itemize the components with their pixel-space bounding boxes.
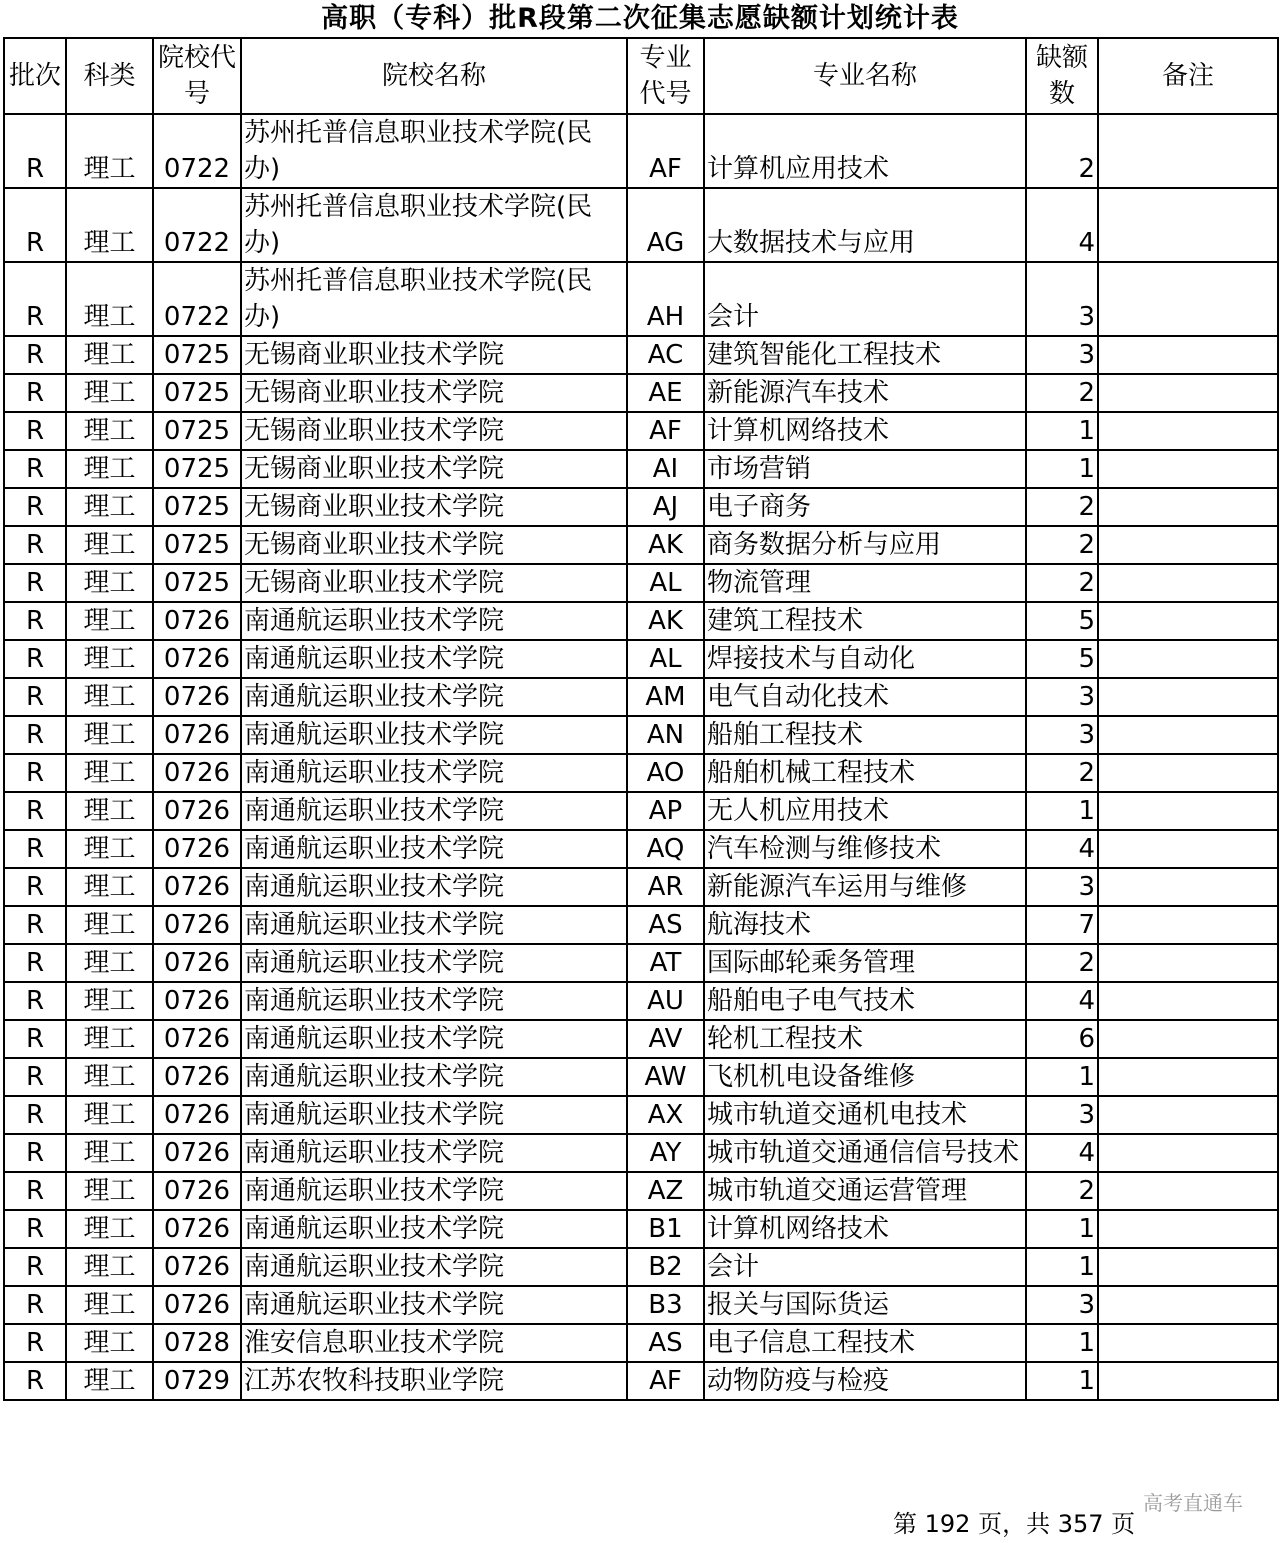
cell-vacancies: 2	[1026, 374, 1098, 412]
cell-vacancies: 2	[1026, 754, 1098, 792]
table-row	[4, 450, 1278, 488]
table-row	[4, 114, 1278, 188]
cell-category: 理工	[66, 450, 153, 488]
cell-major-code: AY	[627, 1134, 704, 1172]
cell-school-code: 0725	[153, 336, 241, 374]
cell-remarks	[1098, 114, 1278, 188]
cell-batch: R	[4, 1172, 66, 1210]
vacancy-table	[3, 37, 1279, 1401]
cell-category: 理工	[66, 526, 153, 564]
cell-major-name: 新能源汽车运用与维修	[704, 868, 1026, 906]
cell-school-code: 0725	[153, 564, 241, 602]
cell-category: 理工	[66, 602, 153, 640]
cell-major-code: B1	[627, 1210, 704, 1248]
cell-major-name: 焊接技术与自动化	[704, 640, 1026, 678]
cell-major-code: AQ	[627, 830, 704, 868]
cell-category: 理工	[66, 488, 153, 526]
table-row	[4, 602, 1278, 640]
cell-school-code: 0725	[153, 488, 241, 526]
cell-vacancies: 1	[1026, 1210, 1098, 1248]
table-row	[4, 1058, 1278, 1096]
cell-major-code: AL	[627, 564, 704, 602]
table-row	[4, 868, 1278, 906]
cell-remarks	[1098, 792, 1278, 830]
table-header-row	[4, 38, 1278, 114]
header-remarks: 备注	[1098, 38, 1278, 114]
cell-remarks	[1098, 1362, 1278, 1400]
cell-batch: R	[4, 982, 66, 1020]
cell-school-name: 无锡商业职业技术学院	[241, 412, 627, 450]
table-row	[4, 412, 1278, 450]
cell-major-name: 会计	[704, 262, 1026, 336]
table-row	[4, 1248, 1278, 1286]
cell-major-code: B3	[627, 1286, 704, 1324]
table-row	[4, 792, 1278, 830]
cell-category: 理工	[66, 716, 153, 754]
cell-vacancies: 3	[1026, 716, 1098, 754]
cell-batch: R	[4, 1096, 66, 1134]
cell-school-code: 0726	[153, 1210, 241, 1248]
cell-vacancies: 3	[1026, 678, 1098, 716]
cell-major-name: 商务数据分析与应用	[704, 526, 1026, 564]
cell-vacancies: 4	[1026, 830, 1098, 868]
header-category: 科类	[66, 38, 153, 114]
cell-vacancies: 5	[1026, 640, 1098, 678]
header-batch: 批次	[4, 38, 66, 114]
cell-major-name: 计算机应用技术	[704, 114, 1026, 188]
cell-major-name: 城市轨道交通运营管理	[704, 1172, 1026, 1210]
cell-school-name: 无锡商业职业技术学院	[241, 564, 627, 602]
cell-school-name: 南通航运职业技术学院	[241, 1248, 627, 1286]
table-row	[4, 1134, 1278, 1172]
cell-category: 理工	[66, 830, 153, 868]
cell-school-code: 0726	[153, 944, 241, 982]
cell-school-code: 0726	[153, 982, 241, 1020]
cell-category: 理工	[66, 564, 153, 602]
cell-remarks	[1098, 1020, 1278, 1058]
cell-school-name: 无锡商业职业技术学院	[241, 488, 627, 526]
cell-school-code: 0722	[153, 188, 241, 262]
cell-batch: R	[4, 754, 66, 792]
cell-school-name: 南通航运职业技术学院	[241, 754, 627, 792]
cell-batch: R	[4, 188, 66, 262]
cell-major-name: 电气自动化技术	[704, 678, 1026, 716]
cell-vacancies: 2	[1026, 488, 1098, 526]
cell-batch: R	[4, 640, 66, 678]
cell-category: 理工	[66, 982, 153, 1020]
cell-remarks	[1098, 982, 1278, 1020]
cell-school-name: 无锡商业职业技术学院	[241, 336, 627, 374]
cell-major-name: 报关与国际货运	[704, 1286, 1026, 1324]
cell-category: 理工	[66, 944, 153, 982]
cell-school-code: 0726	[153, 640, 241, 678]
cell-school-code: 0726	[153, 678, 241, 716]
cell-vacancies: 6	[1026, 1020, 1098, 1058]
table-row	[4, 374, 1278, 412]
cell-major-code: AP	[627, 792, 704, 830]
header-school-name: 院校名称	[241, 38, 627, 114]
cell-category: 理工	[66, 906, 153, 944]
cell-major-name: 飞机机电设备维修	[704, 1058, 1026, 1096]
table-row	[4, 906, 1278, 944]
header-major-name: 专业名称	[704, 38, 1026, 114]
cell-major-code: AT	[627, 944, 704, 982]
cell-vacancies: 4	[1026, 1134, 1098, 1172]
cell-batch: R	[4, 944, 66, 982]
cell-major-name: 城市轨道交通机电技术	[704, 1096, 1026, 1134]
cell-category: 理工	[66, 374, 153, 412]
cell-major-code: AL	[627, 640, 704, 678]
cell-school-code: 0726	[153, 906, 241, 944]
cell-school-code: 0726	[153, 754, 241, 792]
cell-school-code: 0726	[153, 1020, 241, 1058]
cell-school-name: 苏州托普信息职业技术学院(民办)	[241, 262, 627, 336]
cell-school-name: 南通航运职业技术学院	[241, 1286, 627, 1324]
cell-vacancies: 3	[1026, 262, 1098, 336]
cell-remarks	[1098, 526, 1278, 564]
cell-school-name: 南通航运职业技术学院	[241, 640, 627, 678]
cell-remarks	[1098, 488, 1278, 526]
cell-major-name: 建筑智能化工程技术	[704, 336, 1026, 374]
table-row	[4, 262, 1278, 336]
cell-school-code: 0726	[153, 716, 241, 754]
cell-school-code: 0726	[153, 1134, 241, 1172]
watermark: 高考直通车	[1143, 1491, 1243, 1515]
cell-vacancies: 3	[1026, 868, 1098, 906]
cell-vacancies: 3	[1026, 336, 1098, 374]
table-row	[4, 526, 1278, 564]
cell-major-code: AI	[627, 450, 704, 488]
cell-school-name: 苏州托普信息职业技术学院(民办)	[241, 114, 627, 188]
cell-major-name: 无人机应用技术	[704, 792, 1026, 830]
cell-remarks	[1098, 868, 1278, 906]
page-title: 高职（专科）批R段第二次征集志愿缺额计划统计表	[321, 3, 959, 34]
cell-school-name: 南通航运职业技术学院	[241, 716, 627, 754]
cell-vacancies: 2	[1026, 526, 1098, 564]
cell-major-code: AM	[627, 678, 704, 716]
cell-vacancies: 1	[1026, 1248, 1098, 1286]
table-row	[4, 1324, 1278, 1362]
cell-vacancies: 2	[1026, 944, 1098, 982]
cell-remarks	[1098, 450, 1278, 488]
cell-school-code: 0728	[153, 1324, 241, 1362]
cell-major-code: AJ	[627, 488, 704, 526]
cell-major-name: 新能源汽车技术	[704, 374, 1026, 412]
cell-school-name: 南通航运职业技术学院	[241, 982, 627, 1020]
cell-school-name: 南通航运职业技术学院	[241, 1134, 627, 1172]
cell-category: 理工	[66, 1324, 153, 1362]
cell-vacancies: 5	[1026, 602, 1098, 640]
cell-major-code: AF	[627, 114, 704, 188]
header-major-code: 专业代号	[627, 38, 704, 114]
cell-major-name: 电子商务	[704, 488, 1026, 526]
cell-batch: R	[4, 374, 66, 412]
table-row	[4, 1362, 1278, 1400]
cell-category: 理工	[66, 640, 153, 678]
cell-batch: R	[4, 1210, 66, 1248]
cell-batch: R	[4, 678, 66, 716]
cell-remarks	[1098, 336, 1278, 374]
table-row	[4, 488, 1278, 526]
cell-vacancies: 1	[1026, 792, 1098, 830]
cell-school-name: 南通航运职业技术学院	[241, 1172, 627, 1210]
cell-major-code: AK	[627, 526, 704, 564]
table-row	[4, 754, 1278, 792]
cell-batch: R	[4, 114, 66, 188]
cell-major-code: AG	[627, 188, 704, 262]
cell-school-name: 无锡商业职业技术学院	[241, 450, 627, 488]
cell-school-code: 0726	[153, 1058, 241, 1096]
cell-category: 理工	[66, 754, 153, 792]
cell-remarks	[1098, 1096, 1278, 1134]
cell-remarks	[1098, 830, 1278, 868]
cell-category: 理工	[66, 1172, 153, 1210]
cell-major-code: AW	[627, 1058, 704, 1096]
cell-batch: R	[4, 488, 66, 526]
cell-vacancies: 1	[1026, 1058, 1098, 1096]
cell-school-code: 0722	[153, 262, 241, 336]
cell-major-name: 计算机网络技术	[704, 1210, 1026, 1248]
cell-batch: R	[4, 336, 66, 374]
cell-batch: R	[4, 716, 66, 754]
cell-category: 理工	[66, 678, 153, 716]
cell-major-name: 国际邮轮乘务管理	[704, 944, 1026, 982]
cell-category: 理工	[66, 262, 153, 336]
cell-major-code: AU	[627, 982, 704, 1020]
cell-school-code: 0725	[153, 412, 241, 450]
cell-major-code: AF	[627, 412, 704, 450]
header-vacancies: 缺额数	[1026, 38, 1098, 114]
cell-major-code: AS	[627, 906, 704, 944]
cell-major-name: 动物防疫与检疫	[704, 1362, 1026, 1400]
cell-category: 理工	[66, 792, 153, 830]
table-row	[4, 1172, 1278, 1210]
cell-vacancies: 4	[1026, 188, 1098, 262]
cell-category: 理工	[66, 1248, 153, 1286]
cell-remarks	[1098, 716, 1278, 754]
cell-category: 理工	[66, 1362, 153, 1400]
cell-batch: R	[4, 792, 66, 830]
cell-remarks	[1098, 678, 1278, 716]
cell-vacancies: 2	[1026, 114, 1098, 188]
table-body	[4, 114, 1278, 1400]
cell-batch: R	[4, 262, 66, 336]
cell-vacancies: 1	[1026, 1362, 1098, 1400]
cell-major-name: 船舶机械工程技术	[704, 754, 1026, 792]
cell-vacancies: 7	[1026, 906, 1098, 944]
cell-school-code: 0726	[153, 602, 241, 640]
cell-school-name: 江苏农牧科技职业学院	[241, 1362, 627, 1400]
cell-major-name: 市场营销	[704, 450, 1026, 488]
cell-batch: R	[4, 1020, 66, 1058]
cell-major-name: 电子信息工程技术	[704, 1324, 1026, 1362]
cell-batch: R	[4, 1248, 66, 1286]
cell-batch: R	[4, 412, 66, 450]
cell-category: 理工	[66, 1286, 153, 1324]
cell-remarks	[1098, 640, 1278, 678]
cell-major-code: AE	[627, 374, 704, 412]
table-row	[4, 678, 1278, 716]
cell-category: 理工	[66, 114, 153, 188]
cell-vacancies: 3	[1026, 1286, 1098, 1324]
cell-remarks	[1098, 1172, 1278, 1210]
cell-remarks	[1098, 412, 1278, 450]
cell-school-name: 南通航运职业技术学院	[241, 1096, 627, 1134]
cell-remarks	[1098, 1324, 1278, 1362]
cell-major-code: AV	[627, 1020, 704, 1058]
cell-remarks	[1098, 1134, 1278, 1172]
cell-remarks	[1098, 1058, 1278, 1096]
cell-batch: R	[4, 1134, 66, 1172]
cell-school-code: 0729	[153, 1362, 241, 1400]
cell-school-code: 0726	[153, 1286, 241, 1324]
cell-vacancies: 2	[1026, 1172, 1098, 1210]
cell-school-name: 南通航运职业技术学院	[241, 906, 627, 944]
cell-major-code: AC	[627, 336, 704, 374]
cell-school-code: 0726	[153, 868, 241, 906]
cell-school-code: 0726	[153, 1248, 241, 1286]
cell-school-name: 南通航运职业技术学院	[241, 678, 627, 716]
cell-school-name: 淮安信息职业技术学院	[241, 1324, 627, 1362]
cell-major-code: AR	[627, 868, 704, 906]
table-row	[4, 1286, 1278, 1324]
cell-remarks	[1098, 944, 1278, 982]
cell-major-name: 物流管理	[704, 564, 1026, 602]
table-row	[4, 716, 1278, 754]
cell-major-code: AS	[627, 1324, 704, 1362]
cell-remarks	[1098, 564, 1278, 602]
cell-school-name: 南通航运职业技术学院	[241, 602, 627, 640]
cell-batch: R	[4, 1058, 66, 1096]
cell-vacancies: 2	[1026, 564, 1098, 602]
cell-school-code: 0726	[153, 1096, 241, 1134]
cell-school-code: 0725	[153, 450, 241, 488]
cell-school-code: 0725	[153, 526, 241, 564]
cell-major-code: AK	[627, 602, 704, 640]
cell-major-name: 计算机网络技术	[704, 412, 1026, 450]
cell-major-code: AH	[627, 262, 704, 336]
table-row	[4, 188, 1278, 262]
cell-batch: R	[4, 526, 66, 564]
cell-major-name: 建筑工程技术	[704, 602, 1026, 640]
cell-vacancies: 1	[1026, 450, 1098, 488]
cell-school-code: 0725	[153, 374, 241, 412]
cell-major-name: 船舶工程技术	[704, 716, 1026, 754]
cell-batch: R	[4, 1286, 66, 1324]
cell-school-name: 苏州托普信息职业技术学院(民办)	[241, 188, 627, 262]
table-row	[4, 564, 1278, 602]
cell-category: 理工	[66, 868, 153, 906]
table-row	[4, 944, 1278, 982]
header-school-code: 院校代号	[153, 38, 241, 114]
cell-batch: R	[4, 1324, 66, 1362]
cell-remarks	[1098, 906, 1278, 944]
table-row	[4, 1020, 1278, 1058]
cell-remarks	[1098, 188, 1278, 262]
cell-school-name: 南通航运职业技术学院	[241, 1020, 627, 1058]
cell-school-code: 0726	[153, 1172, 241, 1210]
cell-batch: R	[4, 830, 66, 868]
cell-vacancies: 1	[1026, 1324, 1098, 1362]
cell-remarks	[1098, 1286, 1278, 1324]
cell-vacancies: 3	[1026, 1096, 1098, 1134]
cell-category: 理工	[66, 188, 153, 262]
cell-school-name: 无锡商业职业技术学院	[241, 374, 627, 412]
cell-school-name: 南通航运职业技术学院	[241, 944, 627, 982]
cell-remarks	[1098, 602, 1278, 640]
cell-school-name: 南通航运职业技术学院	[241, 868, 627, 906]
cell-school-name: 南通航运职业技术学院	[241, 1058, 627, 1096]
cell-category: 理工	[66, 1134, 153, 1172]
table-row	[4, 1210, 1278, 1248]
cell-batch: R	[4, 450, 66, 488]
cell-school-name: 南通航运职业技术学院	[241, 1210, 627, 1248]
cell-major-code: AF	[627, 1362, 704, 1400]
cell-remarks	[1098, 374, 1278, 412]
table-row	[4, 336, 1278, 374]
cell-remarks	[1098, 1248, 1278, 1286]
cell-major-name: 船舶电子电气技术	[704, 982, 1026, 1020]
cell-major-code: AZ	[627, 1172, 704, 1210]
cell-school-name: 南通航运职业技术学院	[241, 792, 627, 830]
cell-vacancies: 4	[1026, 982, 1098, 1020]
page-number: 第 192 页，共 357 页	[893, 1510, 1136, 1538]
cell-category: 理工	[66, 1210, 153, 1248]
table-row	[4, 640, 1278, 678]
cell-school-code: 0726	[153, 830, 241, 868]
cell-school-name: 南通航运职业技术学院	[241, 830, 627, 868]
cell-vacancies: 1	[1026, 412, 1098, 450]
cell-category: 理工	[66, 1058, 153, 1096]
cell-school-code: 0726	[153, 792, 241, 830]
cell-batch: R	[4, 1362, 66, 1400]
cell-major-name: 会计	[704, 1248, 1026, 1286]
table-row	[4, 830, 1278, 868]
table-row	[4, 1096, 1278, 1134]
cell-major-name: 城市轨道交通通信信号技术	[704, 1134, 1026, 1172]
cell-major-code: B2	[627, 1248, 704, 1286]
cell-category: 理工	[66, 1096, 153, 1134]
cell-batch: R	[4, 564, 66, 602]
cell-batch: R	[4, 602, 66, 640]
cell-category: 理工	[66, 336, 153, 374]
table-row	[4, 982, 1278, 1020]
cell-major-name: 航海技术	[704, 906, 1026, 944]
cell-batch: R	[4, 868, 66, 906]
cell-school-code: 0722	[153, 114, 241, 188]
cell-batch: R	[4, 906, 66, 944]
cell-major-code: AO	[627, 754, 704, 792]
cell-major-code: AX	[627, 1096, 704, 1134]
cell-remarks	[1098, 1210, 1278, 1248]
cell-category: 理工	[66, 1020, 153, 1058]
cell-major-code: AN	[627, 716, 704, 754]
cell-remarks	[1098, 754, 1278, 792]
cell-remarks	[1098, 262, 1278, 336]
cell-school-name: 无锡商业职业技术学院	[241, 526, 627, 564]
cell-category: 理工	[66, 412, 153, 450]
cell-major-name: 轮机工程技术	[704, 1020, 1026, 1058]
cell-major-name: 大数据技术与应用	[704, 188, 1026, 262]
cell-major-name: 汽车检测与维修技术	[704, 830, 1026, 868]
